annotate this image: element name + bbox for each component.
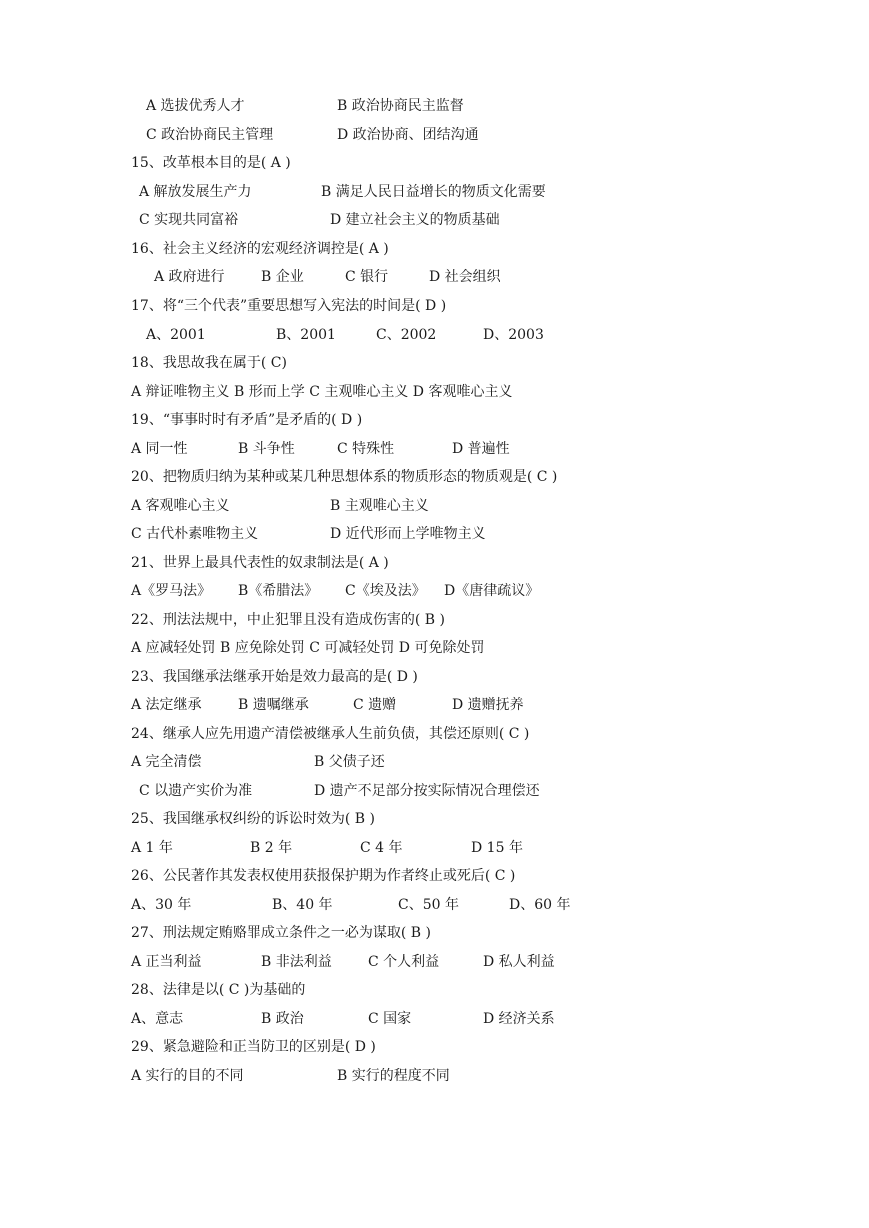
answer-option: B 满足人民日益增长的物质文化需要: [321, 184, 546, 200]
answer-option: C 银行: [345, 269, 389, 285]
answer-option: B、2001: [276, 327, 336, 343]
text-line: [0, 351, 869, 375]
text-line: [0, 208, 869, 232]
text-line: [0, 665, 869, 689]
answer-option: A《罗马法》: [131, 583, 212, 599]
question-text: 21、世界上最具代表性的奴隶制法是( A ): [131, 555, 389, 571]
answer-option: C、50 年: [398, 897, 459, 913]
answer-option: B 主观唯心主义: [330, 498, 429, 514]
answer-option: C 以遗产实价为准: [139, 783, 253, 799]
question-text: A 辩证唯物主义 B 形而上学 C 主观唯心主义 D 客观唯心主义: [131, 384, 513, 400]
text-line: [0, 693, 869, 717]
answer-option: D、2003: [483, 327, 544, 343]
text-line: [0, 522, 869, 546]
text-line: [0, 750, 869, 774]
text-line: [0, 807, 869, 831]
answer-option: A、意志: [131, 1011, 184, 1027]
answer-option: A 客观唯心主义: [131, 498, 230, 514]
question-text: 25、我国继承权纠纷的诉讼时效为( B ): [131, 811, 375, 827]
answer-option: C 政治协商民主管理: [146, 127, 274, 143]
question-text: 24、继承人应先用遗产清偿被继承人生前负债，其偿还原则( C ): [131, 726, 530, 742]
text-line: [0, 437, 869, 461]
text-line: [0, 323, 869, 347]
answer-option: C 个人利益: [368, 954, 440, 970]
question-text: 15、改革根本目的是( A ): [131, 155, 291, 171]
text-line: [0, 265, 869, 289]
answer-option: D 私人利益: [483, 954, 555, 970]
text-line: [0, 836, 869, 860]
answer-option: D 普遍性: [452, 441, 510, 457]
question-text: A 应减轻处罚 B 应免除处罚 C 可减轻处罚 D 可免除处罚: [131, 640, 485, 656]
text-line: [0, 180, 869, 204]
text-line: [0, 151, 869, 175]
answer-option: A 正当利益: [131, 954, 202, 970]
text-line: [0, 294, 869, 318]
text-line: [0, 1035, 869, 1059]
text-line: [0, 978, 869, 1002]
answer-option: C《埃及法》: [345, 583, 426, 599]
text-line: [0, 636, 869, 660]
text-line: [0, 94, 869, 118]
answer-option: D 社会组织: [429, 269, 501, 285]
answer-option: B 政治: [261, 1011, 304, 1027]
answer-option: B 政治协商民主监督: [337, 98, 464, 114]
text-line: [0, 408, 869, 432]
answer-option: A 实行的目的不同: [131, 1068, 244, 1084]
answer-option: D 政治协商、团结沟通: [337, 127, 479, 143]
text-line: [0, 779, 869, 803]
answer-option: B 父债子还: [314, 754, 385, 770]
text-line: [0, 864, 869, 888]
answer-option: B 非法利益: [261, 954, 332, 970]
answer-option: C 国家: [368, 1011, 412, 1027]
answer-option: A 1 年: [131, 840, 173, 856]
question-text: 28、法律是以( C )为基础的: [131, 982, 306, 998]
answer-option: B 2 年: [250, 840, 293, 856]
text-line: [0, 722, 869, 746]
question-text: 18、我思故我在属于( C): [131, 355, 287, 371]
text-line: [0, 380, 869, 404]
answer-option: B 斗争性: [238, 441, 295, 457]
answer-option: A 解放发展生产力: [139, 184, 252, 200]
answer-option: D 遗产不足部分按实际情况合理偿还: [314, 783, 540, 799]
text-line: [0, 1064, 869, 1088]
text-line: [0, 465, 869, 489]
answer-option: C 特殊性: [337, 441, 395, 457]
question-text: 20、把物质归纳为某种或某几种思想体系的物质形态的物质观是( C ): [131, 469, 558, 485]
answer-option: D 15 年: [471, 840, 523, 856]
text-line: [0, 950, 869, 974]
answer-option: D 遗赠抚养: [452, 697, 524, 713]
question-text: 26、公民著作其发表权使用获报保护期为作者终止或死后( C ): [131, 868, 516, 884]
answer-option: B、40 年: [272, 897, 333, 913]
text-line: [0, 237, 869, 261]
text-line: [0, 551, 869, 575]
answer-option: C 4 年: [360, 840, 403, 856]
answer-option: C、2002: [376, 327, 437, 343]
answer-option: A 法定继承: [131, 697, 202, 713]
answer-option: D《唐律疏议》: [444, 583, 540, 599]
answer-option: B 实行的程度不同: [337, 1068, 450, 1084]
question-text: 27、刑法规定贿赂罪成立条件之一必为谋取( B ): [131, 925, 431, 941]
answer-option: A 选拔优秀人才: [146, 98, 245, 114]
question-text: 16、社会主义经济的宏观经济调控是( A ): [131, 241, 389, 257]
question-text: 23、我国继承法继承开始是效力最高的是( D ): [131, 669, 418, 685]
text-line: [0, 1007, 869, 1031]
answer-option: D 经济关系: [483, 1011, 555, 1027]
answer-option: A 政府进行: [154, 269, 225, 285]
answer-option: C 实现共同富裕: [139, 212, 239, 228]
answer-option: A、2001: [146, 327, 206, 343]
text-line: [0, 579, 869, 603]
question-text: 17、将“三个代表”重要思想写入宪法的时间是( D ): [131, 298, 447, 314]
text-line: [0, 123, 869, 147]
answer-option: D、60 年: [509, 897, 571, 913]
answer-option: D 建立社会主义的物质基础: [330, 212, 500, 228]
text-line: [0, 921, 869, 945]
answer-option: B《希腊法》: [238, 583, 319, 599]
answer-option: D 近代形而上学唯物主义: [330, 526, 486, 542]
text-line: [0, 494, 869, 518]
answer-option: B 遗嘱继承: [238, 697, 309, 713]
answer-option: A 同一性: [131, 441, 188, 457]
question-text: 22、刑法法规中，中止犯罪且没有造成伤害的( B ): [131, 612, 445, 628]
answer-option: B 企业: [261, 269, 304, 285]
text-line: [0, 893, 869, 917]
text-line: [0, 608, 869, 632]
answer-option: A、30 年: [131, 897, 192, 913]
question-text: 19、“事事时时有矛盾”是矛盾的( D ): [131, 412, 363, 428]
question-text: 29、紧急避险和正当防卫的区别是( D ): [131, 1039, 376, 1055]
answer-option: C 古代朴素唯物主义: [131, 526, 259, 542]
answer-option: C 遗赠: [353, 697, 397, 713]
answer-option: A 完全清偿: [131, 754, 202, 770]
